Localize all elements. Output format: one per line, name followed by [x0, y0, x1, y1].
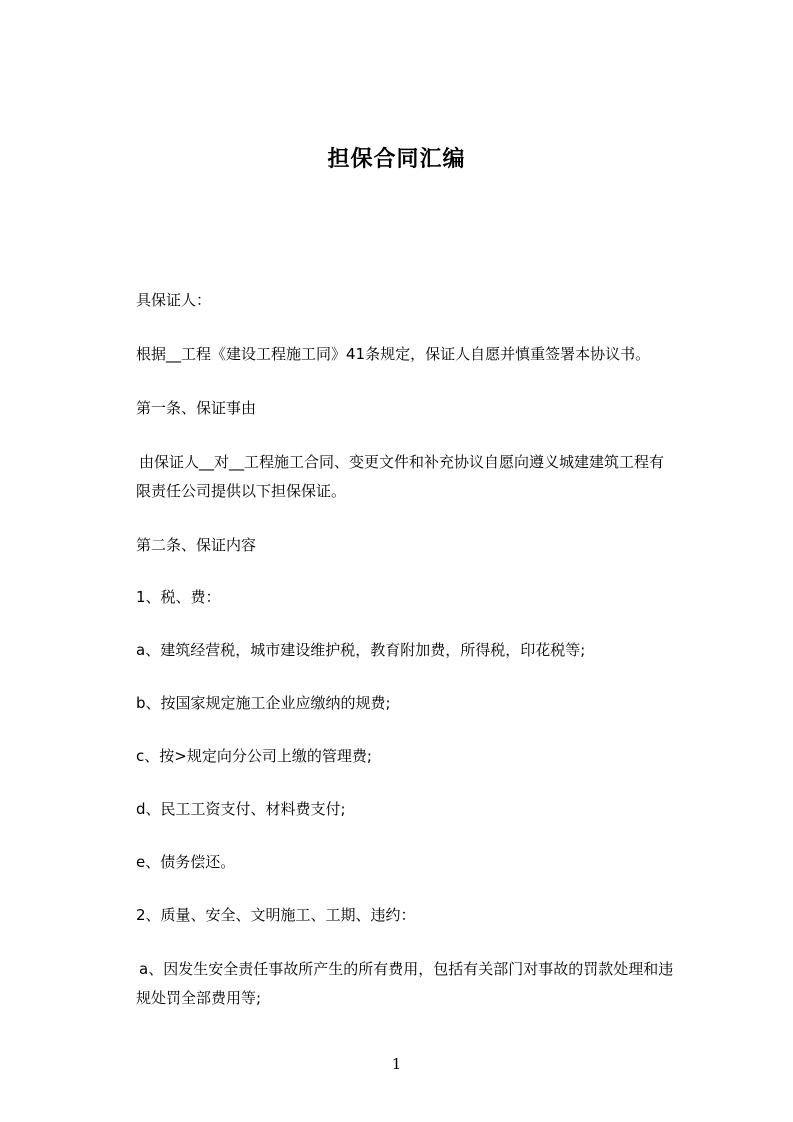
item-1e: e、债务偿还。 — [136, 853, 236, 871]
guarantor-line: 具保证人： — [136, 291, 212, 309]
item-1a: a、建筑经营税，城市建设维护税，教育附加费，所得税，印花税等; — [136, 641, 586, 659]
article-1-text-line-1: 由保证人__对__工程施工合同、变更文件和补充协议自愿向遵义城建建筑工程有 — [139, 453, 665, 471]
article-1-text-line-2: 限责任公司提供以下担保保证。 — [136, 482, 347, 500]
item-2a-line-1: a、因发生安全责任事故所产生的所有费用，包括有关部门对事故的罚款处理和违 — [139, 960, 674, 978]
article-2-heading: 第二条、保证内容 — [136, 536, 257, 554]
basis-paragraph: 根据__工程《建设工程施工同》41条规定，保证人自愿并慎重签署本协议书。 — [136, 345, 651, 363]
item-1-heading: 1、税、费： — [136, 588, 221, 606]
article-1-heading: 第一条、保证事由 — [136, 399, 257, 417]
item-2-heading: 2、质量、安全、文明施工、工期、违约： — [136, 906, 416, 924]
item-1c: c、按>规定向分公司上缴的管理费; — [136, 747, 372, 765]
item-2a-line-2: 规处罚全部费用等; — [136, 989, 262, 1007]
document-title: 担保合同汇编 — [327, 147, 466, 172]
page-number: 1 — [391, 1055, 402, 1073]
item-1b: b、按国家规定施工企业应缴纳的规费; — [136, 694, 391, 712]
item-1d: d、民工工资支付、材料费支付; — [136, 800, 346, 818]
